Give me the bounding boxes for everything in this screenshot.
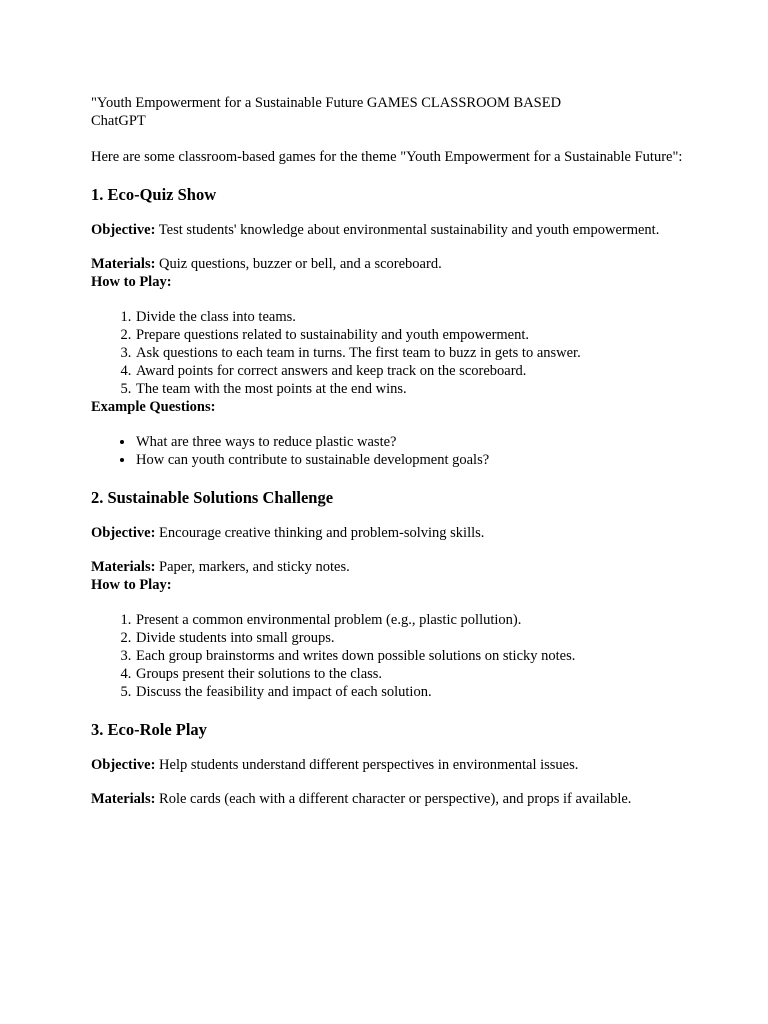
list-item: 1. Present a common environmental problem (e.g., plastic pollution).: [135, 611, 691, 629]
steps-list: [91, 308, 691, 398]
objective-text: Test students' knowledge about environmental sustainability and youth empowerment.: [158, 222, 660, 238]
list-item: 1. Divide the class into teams.: [135, 308, 691, 326]
example-questions-heading: Example Questions:: [91, 399, 216, 415]
list-item: 5. Discuss the feasibility and impact of each solution.: [135, 683, 691, 701]
intro-paragraph: Here are some classroom-based games for the theme "Youth Empowerment for a Sustainable Future":: [91, 149, 683, 165]
objective-label: Objective:: [91, 222, 156, 238]
how-to-play-heading: How to Play:: [91, 274, 172, 290]
list-item: 3. Each group brainstorms and writes down possible solutions on sticky notes.: [135, 647, 691, 665]
materials-paragraph: [91, 790, 691, 808]
section-heading-eco-quiz-show: 1. Eco-Quiz Show: [91, 185, 217, 204]
list-item: 4. Award points for correct answers and keep track on the scoreboard.: [135, 362, 691, 380]
document-title-line-1: "Youth Empowerment for a Sustainable Future GAMES CLASSROOM BASED: [91, 95, 562, 111]
objective-label: Objective:: [91, 757, 156, 773]
section-heading-eco-role-play: 3. Eco-Role Play: [91, 720, 207, 739]
list-item: 3. Ask questions to each team in turns. The first team to buzz in gets to answer.: [135, 344, 691, 362]
list-item: 2. Divide students into small groups.: [135, 629, 691, 647]
steps-list: [91, 611, 691, 701]
list-item: • How can youth contribute to sustainable development goals?: [135, 451, 691, 469]
objective-label: Objective:: [91, 525, 156, 541]
document-title-line-2: ChatGPT: [91, 113, 146, 129]
document-page: [91, 94, 691, 808]
list-item: 4. Groups present their solutions to the class.: [135, 665, 691, 683]
document-title: [91, 94, 691, 130]
objective-paragraph: [91, 221, 691, 239]
objective-paragraph: [91, 524, 691, 542]
materials-paragraph: [91, 558, 691, 576]
materials-label: Materials:: [91, 256, 156, 272]
list-item: 5. The team with the most points at the end wins.: [135, 380, 691, 398]
objective-paragraph: [91, 756, 691, 774]
objective-text: Help students understand different perspectives in environmental issues.: [159, 757, 579, 773]
list-item: • What are three ways to reduce plastic waste?: [135, 433, 691, 451]
materials-text: Quiz questions, buzzer or bell, and a scoreboard.: [159, 256, 442, 272]
how-to-play-heading: How to Play:: [91, 577, 172, 593]
materials-label: Materials:: [91, 559, 156, 575]
objective-text: Encourage creative thinking and problem-solving skills.: [159, 525, 485, 541]
materials-paragraph: [91, 255, 691, 273]
materials-text: Role cards (each with a different character or perspective), and props if available.: [159, 791, 632, 807]
example-questions-list: [91, 433, 691, 469]
materials-text: Paper, markers, and sticky notes.: [159, 559, 350, 575]
section-heading-sustainable-solutions-challenge: 2. Sustainable Solutions Challenge: [91, 488, 334, 507]
list-item: 2. Prepare questions related to sustainability and youth empowerment.: [135, 326, 691, 344]
materials-label: Materials:: [91, 791, 156, 807]
